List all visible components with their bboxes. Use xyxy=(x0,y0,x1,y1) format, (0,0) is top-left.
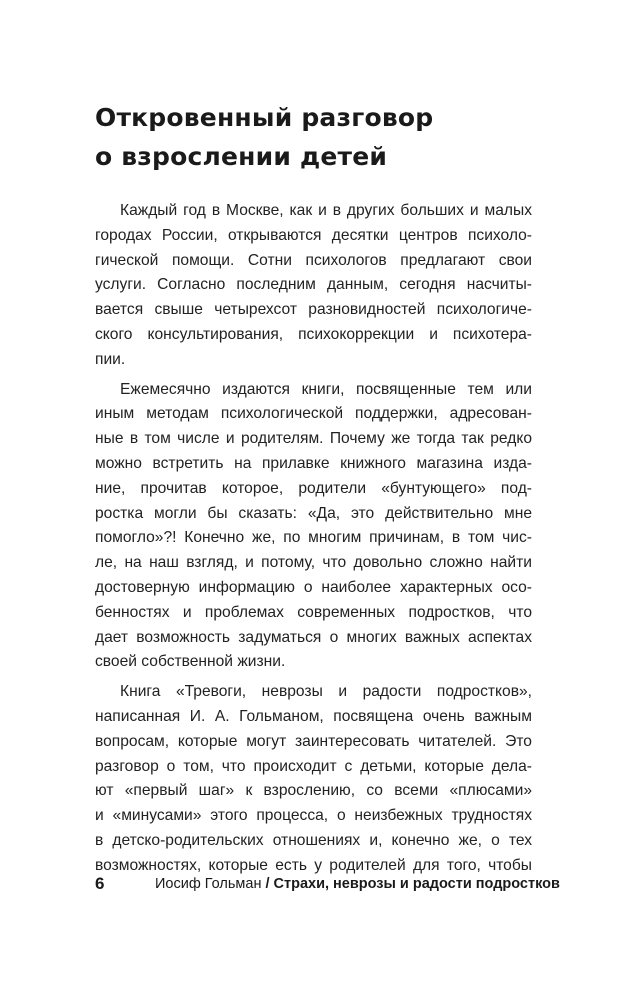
text-line: вается свыше четырехсот разновидностей психологиче- xyxy=(95,301,532,319)
text-line: ле, на наш взгляд, и потому, что довольно сложно найти xyxy=(95,554,532,572)
text-line: ского консультирования, психокоррекции и психотера- xyxy=(95,325,532,343)
running-head-book-title: Страхи, неврозы и радости подростков xyxy=(273,876,560,892)
page-number: 6 xyxy=(95,874,105,893)
text-line: и «минусами» этого процесса, о неизбежных трудностях xyxy=(95,807,532,825)
text-line: бенностях и проблемах современных подростков, что xyxy=(95,603,532,621)
text-line: написанная И. А. Гольманом, посвящена очень важным xyxy=(95,707,532,725)
text-line: дает возможность задуматься о многих важных аспектах xyxy=(95,628,532,646)
paragraph-3 xyxy=(95,680,532,878)
text-line: разговор о том, что происходит с детьми, которые дела- xyxy=(95,757,532,775)
paragraph-2 xyxy=(95,378,532,676)
page-footer xyxy=(95,872,560,896)
text-line: Каждый год в Москве, как и в других больших и малых xyxy=(120,202,532,219)
text-line: можно встретить на прилавке книжного магазина изда- xyxy=(95,454,532,472)
text-line: пии. xyxy=(95,350,126,368)
text-line: ные в том числе и родителям. Почему же тогда так редко xyxy=(95,430,532,448)
text-line: своей собственной жизни. xyxy=(95,653,286,671)
text-line: помогло»?! Конечно же, по многим причинам, в том чис- xyxy=(95,529,532,547)
running-head-separator: / xyxy=(265,876,270,892)
text-line: достоверную информацию о наиболее характерных осо- xyxy=(95,578,532,596)
paragraph-1 xyxy=(95,199,532,373)
running-head xyxy=(155,872,560,896)
chapter-title-line-2: о взрослении детей xyxy=(95,142,388,171)
text-line: возможностях, которые есть у родителей для того, чтобы xyxy=(95,856,532,874)
text-line: городах России, открываются десятки центров психоло- xyxy=(95,226,532,244)
chapter-title-line-1: Откровенный разговор xyxy=(95,103,434,132)
text-line: гической помощи. Сотни психологов предлагают свои xyxy=(95,251,532,269)
text-line: вопросам, которые могут заинтересовать читателей. Это xyxy=(95,732,532,750)
chapter-title xyxy=(95,98,555,176)
body-text xyxy=(95,199,532,884)
text-line: в детско-родительских отношениях и, конечно же, о тех xyxy=(95,831,532,849)
text-line: ние, прочитав которое, родители «бунтующего» под- xyxy=(95,479,532,497)
text-line: услуги. Согласно последним данным, сегодня насчиты- xyxy=(95,276,532,294)
text-line: ют «первый шаг» к взрослению, со всеми «плюсами» xyxy=(95,782,532,800)
text-line: Книга «Тревоги, неврозы и радости подростков», xyxy=(120,683,532,701)
text-line: Ежемесячно издаются книги, посвященные тем или xyxy=(120,380,532,398)
running-head-author: Иосиф Гольман xyxy=(155,876,262,892)
text-line: ростка могли бы сказать: «Да, это действительно мне xyxy=(95,504,532,522)
text-line: иным методам психологической поддержки, адресован- xyxy=(95,405,532,423)
